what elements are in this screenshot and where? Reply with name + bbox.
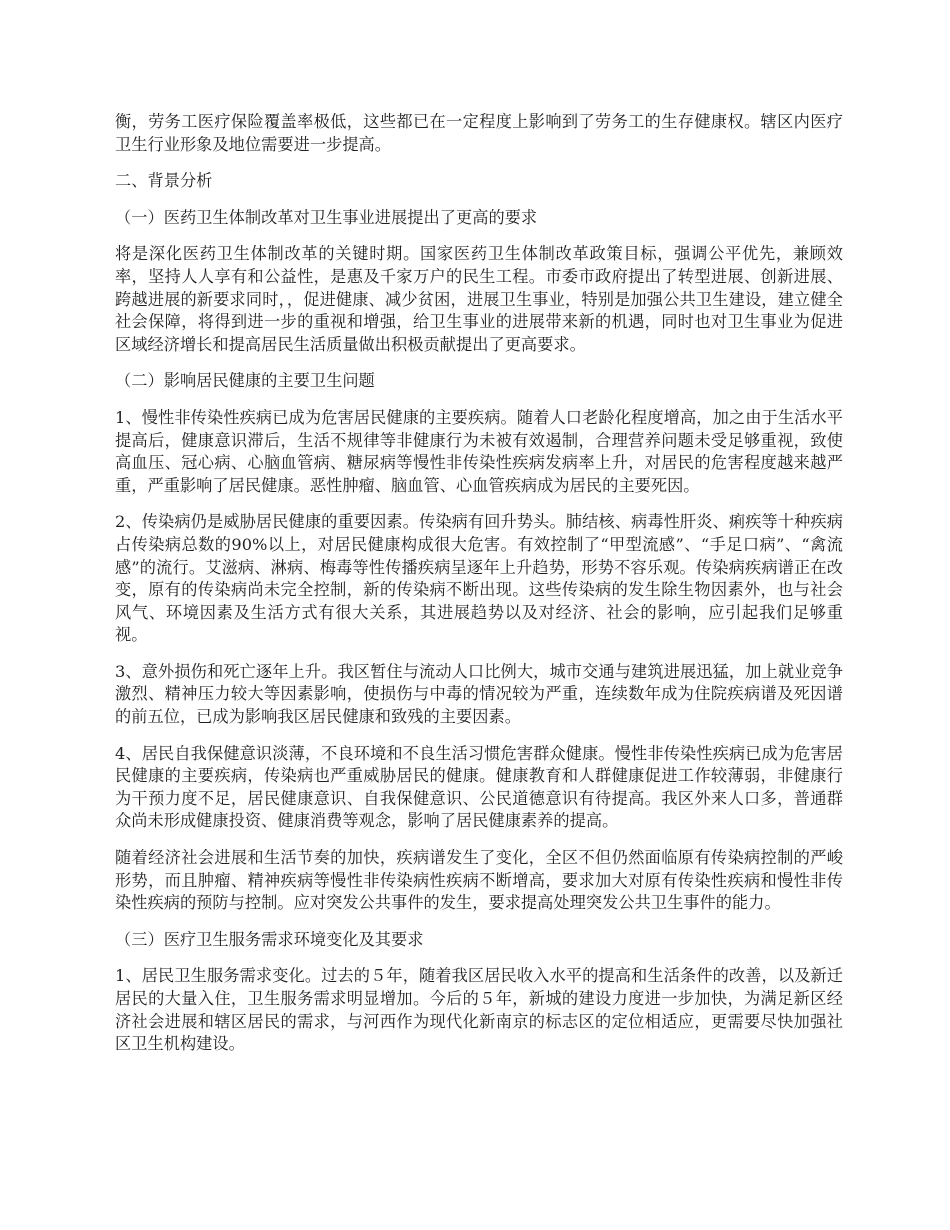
paragraph-intro-continuation: 衡，劳务工医疗保险覆盖率极低，这些都已在一定程度上影响到了劳务工的生存健康权。辖区内医疗卫生行业形象及地位需要进一步提高。: [115, 112, 843, 154]
paragraph-service-demand: 1、居民卫生服务需求变化。过去的５年，随着我区居民收入水平的提高和生活条件的改善，以及新迁居民的大量入住，卫生服务需求明显增加。今后的５年，新城的建设力度进一步加快，为满足新区经济社会进展和辖区居民的需求，与河西作为现代化新南京的标志区的定位相适应，更需要尽快加强社区卫生机构建设。: [115, 966, 843, 1054]
paragraph-disease-spectrum: 随着经济社会进展和生活节奏的加快，疾病谱发生了变化，全区不但仍然面临原有传染病控制的严峻形势，而且肿瘤、精神疾病等慢性非传染病性疾病不断增高，要求加大对原有传染性疾病和慢性非传染性疾病的预防与控制。应对突发公共事件的发生，要求提高处理突发公共卫生事件的能力。: [115, 848, 843, 913]
subsection-heading-health-issues: （二）影响居民健康的主要卫生问题: [115, 371, 375, 391]
section-heading-background: 二、背景分析: [115, 171, 213, 191]
paragraph-reform: 将是深化医药卫生体制改革的关键时期。国家医药卫生体制改革政策目标，强调公平优先，兼顾效率，坚持人人享有和公益性，是惠及千家万户的民生工程。市委市政府提出了转型进展、创新进展、跨越进展的新要求同时，，促进健康、减少贫困，进展卫生事业，特别是加强公共卫生建设，建立健全社会保障，将得到进一步的重视和增强，给卫生事业的进展带来新的机遇，同时也对卫生事业为促进区域经济增长和提高居民生活质量做出积极贡献提出了更高要求。: [115, 244, 843, 354]
paragraph-infectious-disease: 2、传染病仍是威胁居民健康的重要因素。传染病有回升势头。肺结核、病毒性肝炎、痢疾等十种疾病占传染病总数的90%以上，对居民健康构成很大危害。有效控制了“甲型流感”、“手足口病”、“禽流感”的流行。艾滋病、淋病、梅毒等性传播疾病呈逐年上升趋势，形势不容乐观。传染病疾病谱正在改变，原有的传染病尚未完全控制，新的传染病不断出现。这些传染病的发生除生物因素外，也与社会风气、环境因素及生活方式有很大关系，其进展趋势以及对经济、社会的影响，应引起我们足够重视。: [115, 512, 843, 645]
subsection-heading-service-demand: （三）医疗卫生服务需求环境变化及其要求: [115, 929, 424, 949]
paragraph-chronic-disease: 1、慢性非传染性疾病已成为危害居民健康的主要疾病。随着人口老龄化程度增高，加之由于生活水平提高后，健康意识滞后，生活不规律等非健康行为未被有效遏制，合理营养问题未受足够重视，致使高血压、冠心病、心脑血管病、糖尿病等慢性非传染性疾病发病率上升，对居民的危害程度越来越严重，严重影响了居民健康。恶性肿瘤、脑血管、心血管疾病成为居民的主要死因。: [115, 407, 843, 495]
paragraph-health-awareness: 4、居民自我保健意识淡薄，不良环境和不良生活习惯危害群众健康。慢性非传染性疾病已成为危害居民健康的主要疾病，传染病也严重威胁居民的健康。健康教育和人群健康促进工作较薄弱，非健康行为干预力度不足，居民健康意识、自我保健意识、公民道德意识有待提高。我区外来人口多，普通群众尚未形成健康投资、健康消费等观念，影响了居民健康素养的提高。: [115, 743, 843, 831]
subsection-heading-reform: （一）医药卫生体制改革对卫生事业进展提出了更高的要求: [115, 207, 538, 227]
document-body: [115, 111, 843, 1070]
paragraph-injury: 3、意外损伤和死亡逐年上升。我区暂住与流动人口比例大，城市交通与建筑进展迅猛，加上就业竞争激烈、精神压力较大等因素影响，使损伤与中毒的情况较为严重，连续数年成为住院疾病谱及死因谱的前五位，已成为影响我区居民健康和致残的主要因素。: [115, 661, 843, 727]
